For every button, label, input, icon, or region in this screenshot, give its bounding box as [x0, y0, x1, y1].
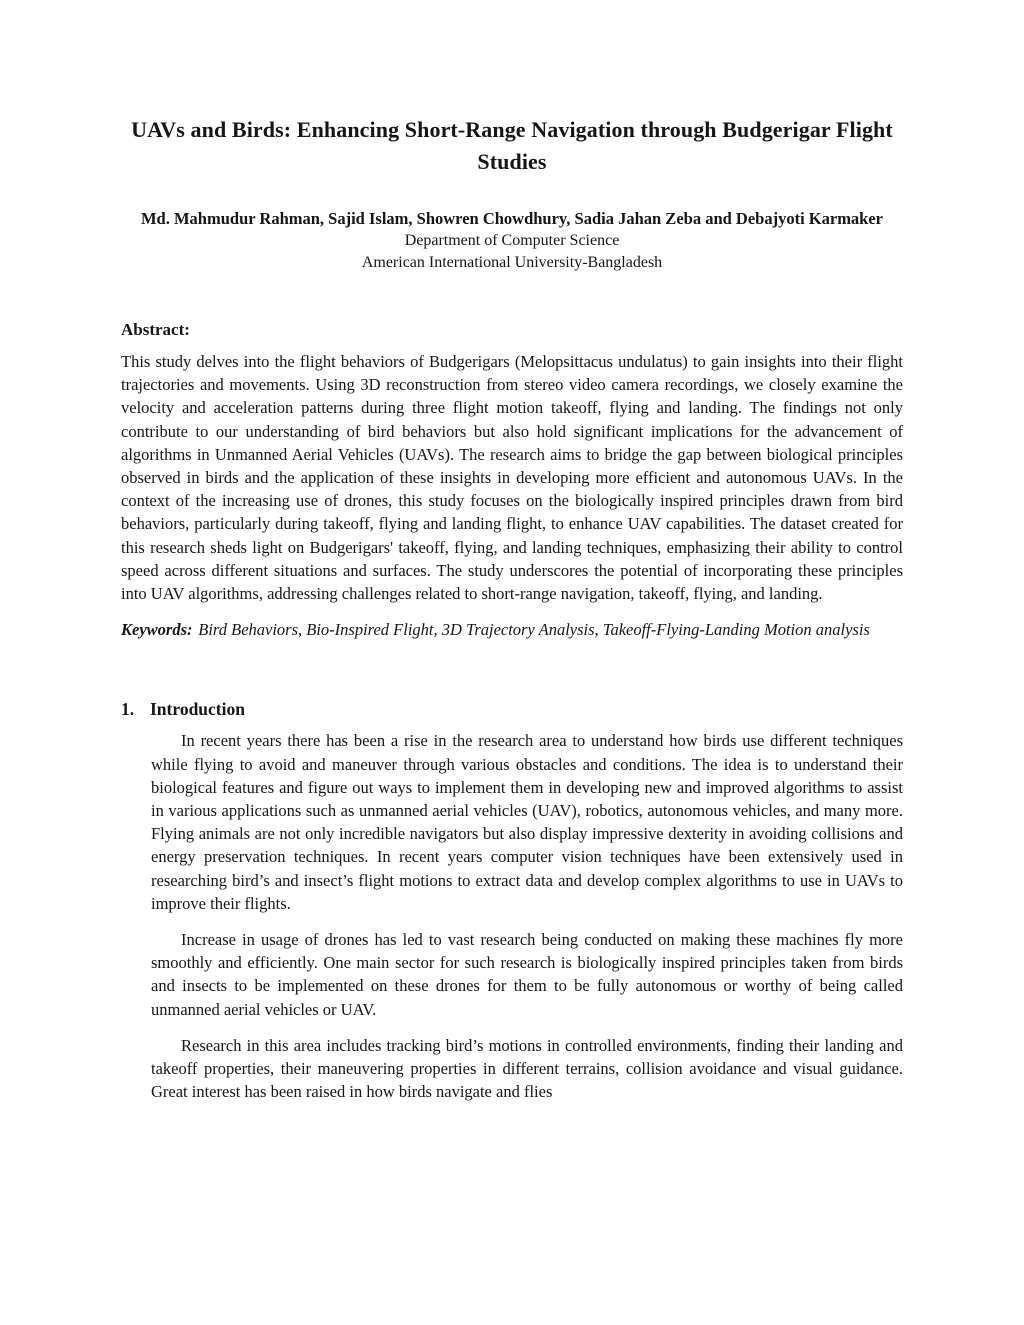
authors-line: Md. Mahmudur Rahman, Sajid Islam, Showren Chowdhury, Sadia Jahan Zeba and Debajyoti Karmaker [140, 209, 884, 228]
paper-title: UAVs and Birds: Enhancing Short-Range Navigation through Budgerigar Flight Studies [131, 117, 893, 174]
university-line: American International University-Bangladesh [361, 254, 663, 271]
introduction-paragraph-1: In recent years there has been a rise in the research area to understand how birds use different techniques while flying to avoid and maneuver through various obstacles and conditions. The idea is to understand their biological features and figure out ways to implement them in developing new and improved algorithms to assist in various applications such as unmanned aerial vehicles (UAV), robotics, autonomous vehicles, and many more. Flying animals are not only incredible navigators but also display impressive dexterity in avoiding collisions and energy preservation techniques. In recent years computer vision techniques have been extensively used in researching bird’s and insect’s flight motions to extract data and develop complex algorithms to use in UAVs to improve their flights. [151, 731, 903, 913]
section-heading-introduction [121, 698, 903, 721]
introduction-paragraph-3: Research in this area includes tracking bird’s motions in controlled environments, finding their landing and takeoff properties, their maneuvering properties in different terrains, collision avoidance and visual guidance. Great interest has been raised in how birds navigate and flies [151, 1035, 903, 1102]
abstract-paragraph: This study delves into the flight behaviors of Budgerigars (Melopsittacus undulatus) to gain insights into their flight trajectories and movements. Using 3D reconstruction from stereo video camera recordings, we closely examine the velocity and acceleration patterns during three flight motion takeoff, flying and landing. The findings not only contribute to our understanding of bird behaviors but also hold significant implications for the advancement of algorithms in Unmanned Aerial Vehicles (UAVs). The research aims to bridge the gap between biological principles observed in birds and the application of these insights in developing more efficient and autonomous UAVs. In the context of the increasing use of drones, this study focuses on the biologically inspired principles drawn from bird behaviors, particularly during takeoff, flying and landing flight, to enhance UAV capabilities. The dataset created for this research sheds light on Budgerigars' takeoff, flying, and landing techniques, emphasizing their ability to control speed across different situations and surfaces. The study underscores the potential of incorporating these principles into UAV algorithms, addressing challenges related to short-range navigation, takeoff, flying, and landing. [121, 352, 903, 604]
introduction-paragraph-2: Increase in usage of drones has led to vast research being conducted on making these machines fly more smoothly and efficiently. One main sector for such research is biologically inspired principles taken from birds and insects to be implemented on these drones for them to be fully autonomous or worthy of being called unmanned aerial vehicles or UAV. [151, 930, 903, 1019]
department-line: Department of Computer Science [404, 232, 620, 249]
keywords-label: Keywords: [121, 620, 193, 640]
keywords-line [121, 618, 903, 641]
keywords-text: Bird Behaviors, Bio-Inspired Flight, 3D Trajectory Analysis, Takeoff-Flying-Landing Motion analysis [198, 620, 870, 640]
section-title: Introduction [150, 699, 245, 720]
abstract-heading: Abstract: [121, 320, 190, 339]
section-number: 1. [121, 699, 135, 720]
